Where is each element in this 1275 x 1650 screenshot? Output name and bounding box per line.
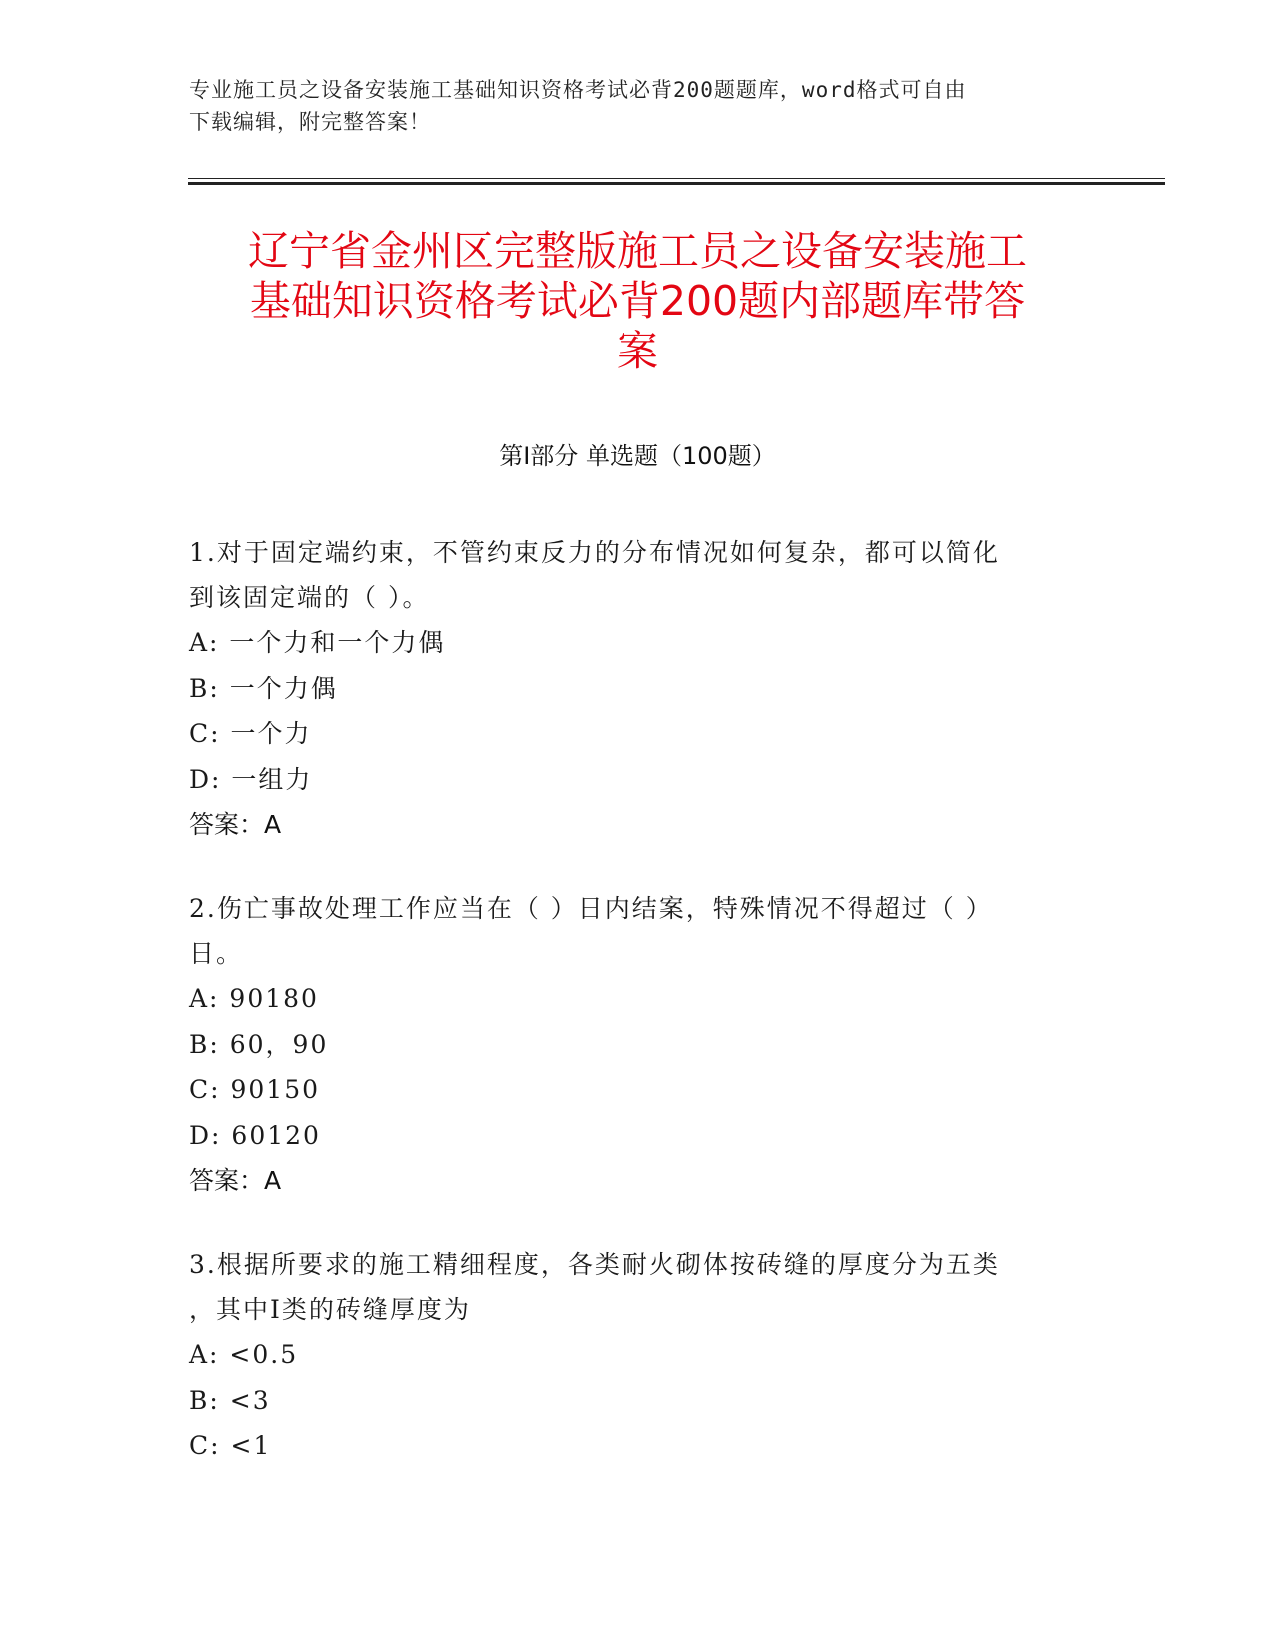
document-title-line-2: 基础知识资格考试必背200题内部题库带答: [249, 277, 1026, 325]
question-list: [189, 530, 1069, 1508]
question-stem-line: 1.对于固定端约束，不管约束反力的分布情况如何复杂，都可以简化: [189, 538, 1000, 567]
document-title-line-3: 案: [617, 327, 658, 375]
question-3: [189, 1242, 1069, 1469]
option-a: A: <0.5: [189, 1340, 299, 1369]
section-heading: 第Ⅰ部分 单选题（100题）: [499, 442, 776, 470]
answer: 答案：A: [189, 1166, 282, 1195]
question-stem-line: 日。: [189, 939, 244, 968]
option-b: B: 一个力偶: [189, 673, 338, 703]
header-divider-thick: [188, 182, 1165, 185]
option-c: C: 90150: [189, 1075, 321, 1104]
option-b: B: <3: [189, 1385, 271, 1415]
option-b: B: 60，90: [189, 1029, 329, 1059]
option-a: A: 90180: [189, 984, 319, 1013]
option-d: D: 一组力: [189, 764, 313, 794]
question-stem-line: 3.根据所要求的施工精细程度，各类耐火砌体按砖缝的厚度分为五类: [189, 1250, 1000, 1279]
option-c: C: <1: [189, 1431, 272, 1460]
question-1: [189, 530, 1069, 847]
header-divider-thin: [188, 178, 1165, 179]
header-note: [189, 74, 1089, 138]
header-note-line-1: 专业施工员之设备安装施工基础知识资格考试必背200题题库，word格式可自由: [189, 78, 967, 102]
option-d: D: 60120: [189, 1120, 321, 1150]
document-title: [180, 226, 1095, 376]
question-stem-line: ，其中Ⅰ类的砖缝厚度为: [189, 1295, 471, 1324]
option-a: A: 一个力和一个力偶: [189, 628, 446, 657]
question-stem-line: 2.伤亡事故处理工作应当在（ ）日内结案，特殊情况不得超过（ ）: [189, 894, 993, 923]
answer: 答案：A: [189, 810, 282, 839]
option-c: C: 一个力: [189, 719, 312, 748]
question-stem-line: 到该固定端的（ ）。: [189, 583, 430, 612]
question-2: [189, 886, 1069, 1203]
header-note-line-2: 下载编辑，附完整答案！: [189, 110, 431, 134]
document-title-line-1: 辽宁省金州区完整版施工员之设备安装施工: [248, 227, 1027, 275]
